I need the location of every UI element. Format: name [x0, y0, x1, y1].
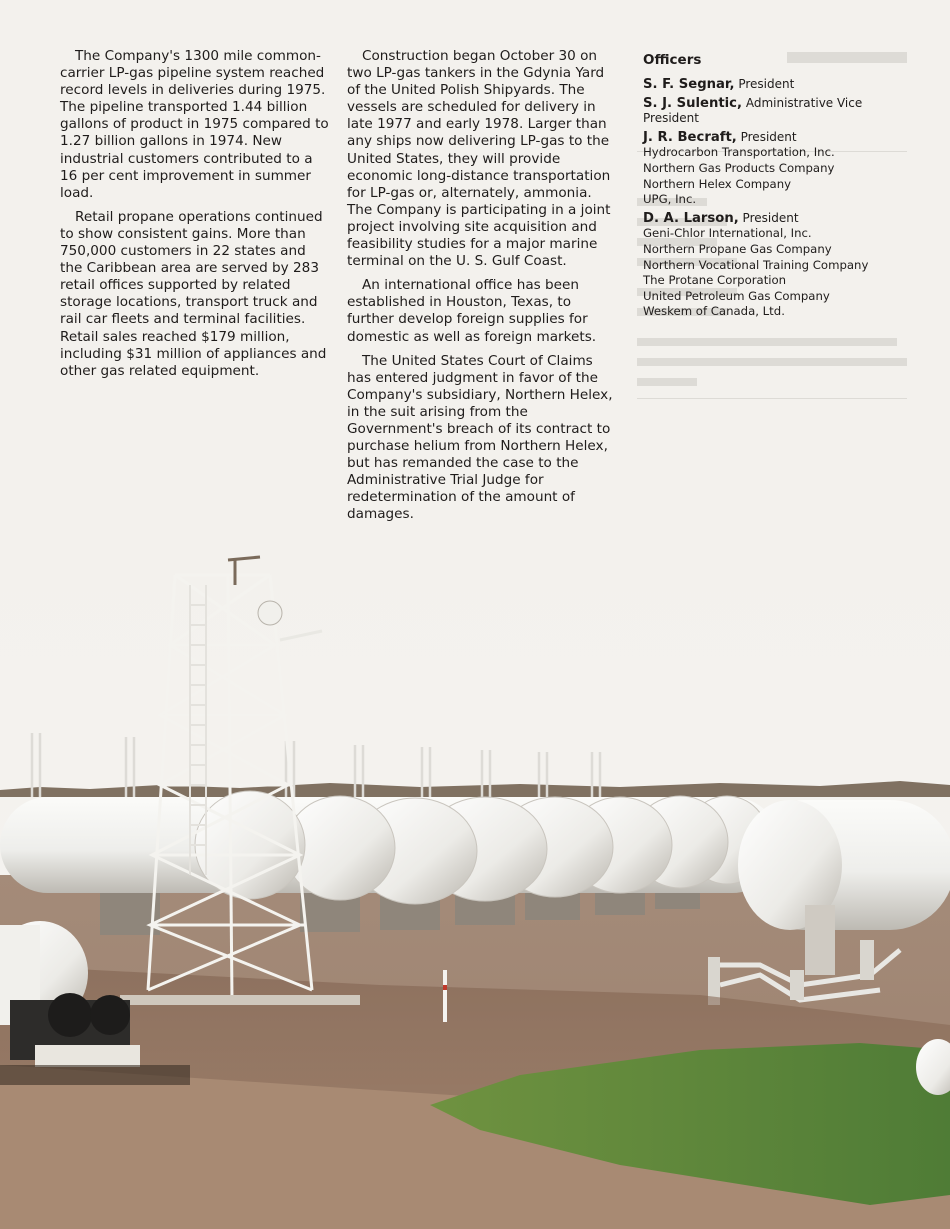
officer-title: Administrative Vice President	[643, 95, 863, 126]
affiliation: Weskem of Canada, Ltd.	[643, 304, 785, 319]
officers-section	[643, 52, 903, 323]
affiliation: The Protane Corporation	[643, 273, 787, 288]
officer-entry	[643, 211, 903, 320]
paragraph-international-office: An international office has been established in Houston, Texas, to further develop foreign supplies for domestic as well as foreign markets.	[347, 277, 597, 345]
officer-title: President	[740, 129, 797, 144]
affiliation: Geni-Chlor International, Inc.	[643, 226, 812, 241]
affiliation: UPG, Inc.	[643, 192, 697, 207]
tank-farm-photo	[0, 545, 950, 1229]
paragraph-retail-propane: Retail propane operations continued to show consistent gains. More than 750,000 customers in 22 states and the Caribbean area are served by 283 retail offices supported by related storage locations, transport truck and rail car fleets and terminal facilities. Retail sales reached $179 million, including $31 million of appliances and other gas related equipment.	[60, 208, 327, 379]
text-column-middle	[347, 48, 617, 531]
affiliation: Northern Propane Gas Company	[643, 241, 832, 256]
paragraph-court-of-claims: The United States Court of Claims has entered judgment in favor of the Company's subsidiary, Northern Helex, in the suit arising from the Government's breach of its contract to purchase helium from Northern Helex, but has remanded the case to the Administrative Trial Judge for redetermination of the amount of damages.	[347, 352, 613, 523]
affiliation: Hydrocarbon Transportation, Inc.	[643, 145, 835, 160]
officer-title: President	[738, 77, 795, 91]
affiliation: Northern Gas Products Company	[643, 160, 835, 175]
officer-name: J. R. Becraft,	[643, 129, 737, 145]
affiliation: Northern Helex Company	[643, 176, 792, 191]
affiliation: United Petroleum Gas Company	[643, 288, 830, 303]
paragraph-lp-gas-tankers: Construction began October 30 on two LP-gas tankers in the Gdynia Yard of the United Polish Shipyards. The vessels are scheduled for delivery in late 1977 and early 1978. Larger than any ships now delivering LP-gas to the United States, they will provide economic long-distance transportation for LP-gas or, alternately, ammonia. The Company is participating in a joint project involving site acquisition and feasibility studies for a major marine terminal on the U. S. Gulf Coast.	[347, 48, 611, 270]
officer-name: D. A. Larson,	[643, 210, 739, 226]
officer-entry	[643, 130, 903, 208]
text-column-left	[60, 48, 332, 387]
officer-entry	[643, 96, 903, 127]
paragraph-pipeline: The Company's 1300 mile common-carrier LP-gas pipeline system reached record levels in deliveries during 1975. The pipeline transported 1.44 billion gallons of product in 1975 compared to 1.27 billion gallons in 1974. New industrial customers contributed to a 16 per cent improvement in summer load.	[60, 48, 329, 201]
officer-name: S. J. Sulentic,	[643, 95, 742, 111]
officer-name: S. F. Segnar,	[643, 77, 735, 92]
officers-heading: Officers	[643, 52, 702, 68]
affiliation: Northern Vocational Training Company	[643, 257, 869, 272]
officer-entry	[643, 77, 903, 93]
officer-title: President	[742, 210, 799, 225]
